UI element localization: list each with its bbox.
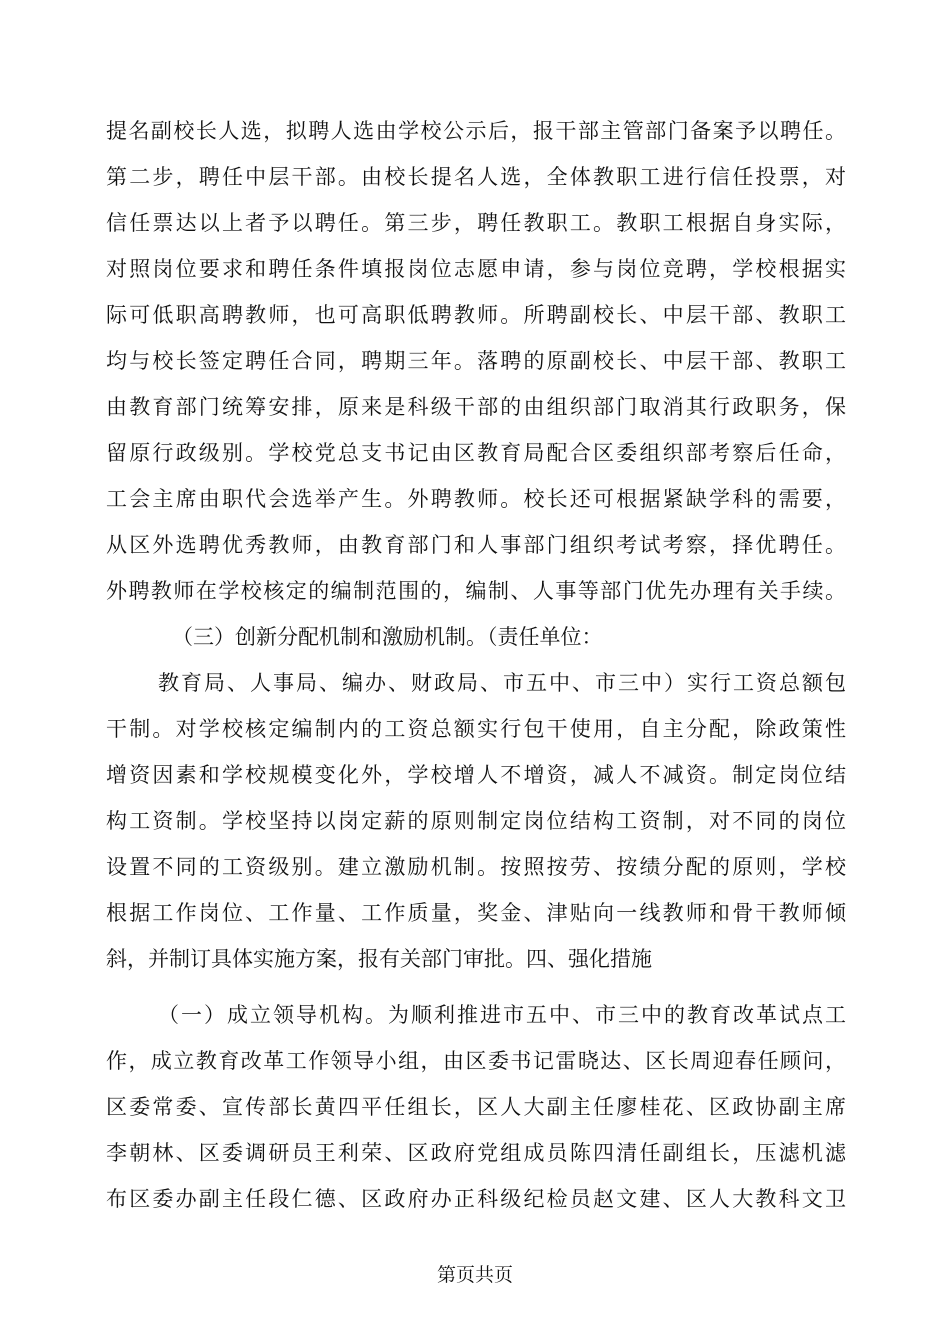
- paragraph-line: 斜，并制订具体实施方案，报有关部门审批。四、强化措施: [106, 947, 652, 971]
- paragraph-line: 外聘教师在学校核定的编制范围的，编制、人事等部门优先办理有关手续。: [106, 579, 846, 603]
- paragraph-line: 第二步，聘任中层干部。由校长提名人选，全体教职工进行信任投票，对: [106, 165, 846, 189]
- paragraph-line: 李朝林、区委调研员王利荣、区政府党组成员陈四清任副组长，压滤机滤: [106, 1141, 846, 1165]
- paragraph-line: 际可低职高聘教师，也可高职低聘教师。所聘副校长、中层干部、教职工: [106, 303, 846, 327]
- paragraph-line: 均与校长签定聘任合同，聘期三年。落聘的原副校长、中层干部、教职工: [106, 349, 846, 373]
- paragraph-line: 干制。对学校核定编制内的工资总额实行包干使用，自主分配，除政策性: [106, 717, 846, 741]
- paragraph-line: 布区委办副主任段仁德、区政府办正科级纪检员赵文建、区人大教科文卫: [106, 1187, 846, 1211]
- paragraph-line: 信任票达以上者予以聘任。第三步，聘任教职工。教职工根据自身实际，: [106, 211, 846, 235]
- paragraph-line: 教育局、人事局、编办、财政局、市五中、市三中）实行工资总额包: [158, 671, 846, 695]
- paragraph-line: 设置不同的工资级别。建立激励机制。按照按劳、按绩分配的原则，学校: [106, 855, 846, 879]
- paragraph-line: 从区外选聘优秀教师，由教育部门和人事部门组织考试考察，择优聘任。: [106, 533, 846, 557]
- paragraph-line: 构工资制。学校坚持以岗定薪的原则制定岗位结构工资制，对不同的岗位: [106, 809, 846, 833]
- paragraph-line: 提名副校长人选，拟聘人选由学校公示后，报干部主管部门备案予以聘任。: [106, 119, 846, 143]
- paragraph-line: 留原行政级别。学校党总支书记由区教育局配合区委组织部考察后任命，: [106, 441, 846, 465]
- paragraph-line: 作，成立教育改革工作领导小组，由区委书记雷晓达、区长周迎春任顾问，: [106, 1049, 846, 1073]
- section-heading: （三）创新分配机制和激励机制。（责任单位：: [172, 625, 603, 649]
- paragraph-line: 由教育部门统筹安排，原来是科级干部的由组织部门取消其行政职务，保: [106, 395, 846, 419]
- paragraph-line: 根据工作岗位、工作量、工作质量，奖金、津贴向一线教师和骨干教师倾: [106, 901, 846, 925]
- paragraph-line: 区委常委、宣传部长黄四平任组长，区人大副主任廖桂花、区政协副主席: [106, 1095, 846, 1119]
- page-footer: 第页共页: [436, 1264, 513, 1286]
- paragraph-line: 工会主席由职代会选举产生。外聘教师。校长还可根据紧缺学科的需要，: [106, 487, 846, 511]
- paragraph-line: 增资因素和学校规模变化外，学校增人不增资，减人不减资。制定岗位结: [106, 763, 846, 787]
- paragraph-line: （一）成立领导机构。为顺利推进市五中、市三中的教育改革试点工: [158, 1003, 846, 1027]
- paragraph-line: 对照岗位要求和聘任条件填报岗位志愿申请，参与岗位竞聘，学校根据实: [106, 257, 846, 281]
